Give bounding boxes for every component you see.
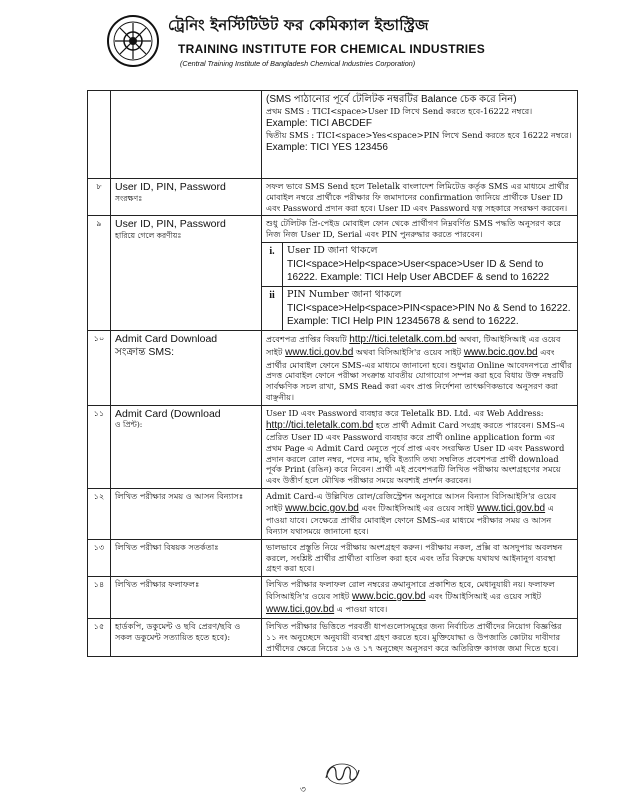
table-row [88,619,578,656]
roman-numeral: i. [262,243,283,287]
signature-icon [322,760,362,786]
row-body: ভালভাবে প্রস্তুতি নিয়ে পরীক্ষায় অংশগ্রহণ করুন। পরীক্ষায় নকল, প্রক্সি বা অসদুপায় অবলম্বন করলে, সংশ্লিষ্ট প্রার্থীর প্রার্থীতা বাতিল করা হবে এবং তাঁর বিরুদ্ধে যথাযথ আইনানুগ ব্যবস্থা গ্রহণ করা হবে। [262,539,578,576]
teletalk-link[interactable]: http://tici.teletalk.com.bd [349,334,457,346]
row-subject-bn: সংরক্ষণঃ [115,193,143,203]
first-sms-example: Example: TICI ABCDEF [266,118,372,130]
roman-numeral: ii [262,287,283,331]
institute-title-bengali: ট্রেনিং ইনস্টিটিউট ফর কেমিক্যাল ইন্ডাস্ট্রিজ [168,16,429,34]
row-subject: লিখিত পরীক্ষার ফলাফলঃ [111,577,262,619]
row-number: ১২ [88,489,111,540]
table-row [88,577,578,619]
row-subject-bn: হারিয়ে গেলে করণীয়ঃ [115,231,182,241]
step-text: TICI<space>Help<space>PIN<space>PIN No & Send to 16222. Example: TICI Help PIN 12345678 & send to 16222. [287,302,571,328]
tici-website-link[interactable]: www.tici.gov.bd [285,347,354,359]
row-subject: Admit Card Download [115,333,218,346]
row-number: ১৩ [88,539,111,576]
row-number: ১০ [88,331,111,406]
row-body: User ID এবং Password ব্যবহার করে Teletalk BD. Ltd. এর Web Address: http://tici.teletalk.com.bd হতে প্রার্থী Admit Card সংগ্রহ করতে পারবেন। SMS-এ প্রেরিত User ID এবং Password ব্যবহার করে প্রার্থী online application form এর প্রথম Page এ Admit Card মেনুতে পূর্বে প্রাপ্ত এবং সংরক্ষিত User ID এবং Password প্রদান করলে রোল নম্বর, পদের নাম, ছবি ইত্যাদি তথ্য সম্বলিত প্রবেশপত্র প্রার্থী download পূর্বক Print (রঙিন) করে নিবেন। প্রার্থী এই প্রবেশপত্রটি লিখিত পরীক্ষায় অংশগ্রহণের সময়ে এবং উত্তীর্ণ হলে মৌখিক পরীক্ষার সময়ে অবশ্যই প্রদর্শন করবেন। [262,405,578,488]
bcic-website-link[interactable]: www.bcic.gov.bd [351,591,426,603]
step-title: PIN Number জানা থাকলে [287,289,402,301]
row-subject: User ID, PIN, Password [115,181,226,193]
sms-instructions-cell [262,91,578,179]
institute-title-english: TRAINING INSTITUTE FOR CHEMICAL INDUSTRIES [178,42,486,56]
row-subject: User ID, PIN, Password [115,218,226,231]
bcic-website-link[interactable]: www.bcic.gov.bd [463,347,538,359]
tici-website-link[interactable]: www.tici.gov.bd [266,604,335,616]
row-body: লিখিত পরীক্ষার ভিত্তিতে পরবর্তী ধাপগুলোসমূহের জন্য নির্বাচিত প্রার্থীদের নিয়োগ বিজ্ঞপ্তির ১১ নং অনুচ্ছেদে অনুযায়ী ব্যবস্থা গ্রহণ করতে হবে। মুক্তিযোদ্ধা ও উপজাতি কোটায় দাবীদার প্রার্থীদের ক্ষেত্রে নিচের ১৬ ও ১৭ অনুচ্ছেদ অনুসরণ করে অতিরিক্ত কাগজ জমা দিতে হবে। [262,619,578,656]
row-subject-bn: ও প্রিন্ট): [115,420,143,430]
row-body: সফল ভাবে SMS Send হলে Teletalk বাংলাদেশ লিমিটেড কর্তৃক SMS এর মাধ্যমে প্রার্থীর মোবাইল নম্বরে প্রার্থীকে পরীক্ষার ফি জমাদানের confirmation জানিয়ে প্রার্থীকে User ID এবং Password প্রদান করা হবে। User ID এবং Password যত্ন সহকারে সংরক্ষণ করবেন। [262,179,578,216]
list-item [262,243,577,287]
table-row [88,489,578,540]
row-number: ১৪ [88,577,111,619]
row-body: প্রবেশপত্র প্রাপ্তির বিষয়টি http://tici.teletalk.com.bd অথবা, টিআইসিআই এর ওয়েব সাইট www.tici.gov.bd অথবা বিসিআইসি'র ওয়েব সাইট www.bcic.gov.bd এবং প্রার্থীর মোবাইল ফোনে SMS-এর মাধ্যমে জানানো হবে। শুধুমাত্র Online আবেদনপত্রে প্রার্থীর প্রদত্ত মোবাইল ফোনে পরীক্ষা সংক্রান্ত যাবতীয় যোগাযোগ সম্পন্ন করা হবে বিধায় উক্ত নম্বরটি সার্বক্ষণিক সচল রাখা, SMS Read করা এবং প্রাপ্ত নির্দেশনা তাৎক্ষণিকভাবে অনুসরণ করা বাঞ্ছনীয়। [262,331,578,406]
row-subject: হার্ডকপি, ডকুমেন্ট ও ছবি প্রেরণ/ছবি ও সকল ডকুমেন্ট সত্যায়িত হতে হবে): [111,619,262,656]
table-row [88,331,578,406]
table-row [88,405,578,488]
row-number: ১৫ [88,619,111,656]
first-sms-line: প্রথম SMS : TICI<space>User ID লিখে Send করতে হবে-16222 নম্বরে। [266,106,533,117]
table-row [88,179,578,216]
row-body: লিখিত পরীক্ষার ফলাফল রোল নম্বরের ক্রমানুসারে প্রকাশিত হবে, মেধানুযায়ী নয়। ফলাফল বিসিআইসি'র ওয়েব সাইট www.bcic.gov.bd এবং টিআইসিআই এর ওয়েব সাইট www.tici.gov.bd এ পাওয়া যাবে। [262,577,578,619]
table-row [88,216,578,331]
institute-subtitle: (Central Training Institute of Bangladesh Chemical Industries Corporation) [180,59,416,68]
recovery-steps [262,242,577,330]
row-subject: Admit Card (Download [115,407,221,420]
table-row [88,91,578,179]
institute-logo-icon [106,14,160,68]
instructions-table [87,90,578,657]
row-number: ৯ [88,216,111,331]
row-subject: লিখিত পরীক্ষা বিষয়ক সতর্কতাঃ [111,539,262,576]
list-item [262,287,577,331]
teletalk-link[interactable]: http://tici.teletalk.com.bd [266,419,374,431]
second-sms-example: Example: TICI YES 123456 [266,142,388,154]
bcic-website-link[interactable]: www.bcic.gov.bd [285,502,359,514]
second-sms-line: দ্বিতীয় SMS : TICI<space>Yes<space>PIN লিখে Send করতে হবে 16222 নম্বরে। [266,130,572,141]
document-header [0,0,618,80]
tici-website-link[interactable]: www.tici.gov.bd [476,502,546,514]
row-body: শুধু টেলিটক প্রি-পেইড মোবাইল ফোন থেকে প্রার্থীগণ নিম্নবর্ণিত SMS পদ্ধতি অনুসরণ করে নিজ নিজ User ID, Serial এবং PIN পুনরুদ্ধার করতে পারবেন। [266,218,562,240]
page-number: ৩ [300,785,306,795]
sms-balance-note: (SMS পাঠানোর পূর্বে টেলিটক নম্বরটির Balance চেক করে নিন) [266,94,517,105]
row-subject-bn: সংক্রান্ত SMS: [115,345,175,358]
row-subject: লিখিত পরীক্ষার সময় ও আসন বিন্যাসঃ [111,489,262,540]
row-number: ৮ [88,179,111,216]
step-text: TICI<space>Help<space>User<space>User ID & Send to 16222. Example: TICI Help User ABCDEF & send to 16222 [287,258,550,283]
row-number: ১১ [88,405,111,488]
row-body: Admit Card-এ উল্লিখিত রোল/রেজিস্ট্রেশন অনুসারে আসন বিন্যাস বিসিআইসি'র ওয়েব সাইট www.bcic.gov.bd এবং টিআইসিআই এর ওয়েব সাইট www.tici.gov.bd এ পাওয়া যাবে। সেক্ষেত্রে প্রার্থীর মোবাইল ফোনে SMS-এর মাধ্যমে পরীক্ষার সময় ও আসন বিন্যাস যথাসময়ে জানানো হবে। [262,489,578,540]
table-row [88,539,578,576]
step-title: User ID জানা থাকলে [287,245,378,257]
